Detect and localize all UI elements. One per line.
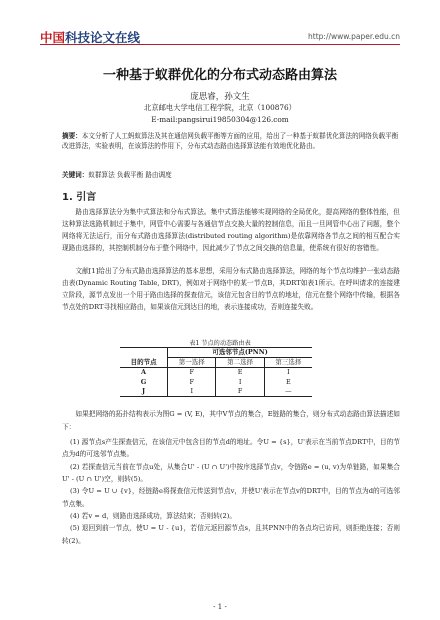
table-cell: I [216, 378, 264, 387]
page-number: - 1 - [213, 603, 227, 611]
table-cell: J [120, 387, 168, 397]
table-cell: F [168, 378, 216, 387]
table-cell: F [216, 387, 264, 397]
abstract [62, 131, 400, 152]
abstract-text: 本文分析了人工蚂蚁算法及其在通信网负载平衡等方面的应用，给出了一种基于蚁群优化算法的网络负载平衡改进算法，实验表明，在该算法的作用下，分布式动态路由选择算法能有效地优化路由。 [62, 132, 399, 151]
table-corner [120, 348, 168, 358]
keywords-label: 关键词： [62, 171, 89, 179]
table-header: 目的节点 [120, 358, 168, 368]
paragraph: 如果把网络的拓扑结构表示为图G = (V, E)，其中V节点的集合，E链路的集合，则分布式动态路由算法描述如下： [62, 410, 400, 432]
table-header: 第一选择 [168, 358, 216, 368]
logo-red-text: 中国 [40, 30, 66, 45]
keywords-text: 蚁群算法 负载平衡 路由调度 [88, 171, 172, 179]
logo-blue-text: 科技论文在线 [65, 30, 141, 45]
paper-email: E-mail:pangsirui19850304@126.com [151, 115, 289, 124]
table-cell: I [168, 387, 216, 397]
table-cell: I [264, 368, 312, 378]
paragraph: 路由选择算法分为集中式算法和分布式算法。集中式算法能够实现网络的全局优化，提高网络的整体性能，但这种算法选路机制过于集中，网管中心需要与各通信节点交换大量的控制信息，而且一旦网管中心出了问题，整个网络将无法运行，而分布式路由选择算法(distributed routing algorithm)是依靠网络各节点之间的相互配合实现路由选择的，其控制机制分布于整个网络中，因此减少了节点之间交换的信息量，使系统有很好的容错性。 [62, 208, 400, 252]
page-header [0, 0, 440, 46]
algorithm-step: (1) 源节点s产生探查信元，在该信元中包含目的节点d的地址。令U = {s}，U'表示在当前节点DRT中，目的节点为d的可选邻节点集。 [62, 438, 400, 459]
section-heading: 1. 引言 [62, 192, 97, 203]
algorithm-step: (2) 若探查信元当前在节点u处，从集合U' - (U ∩ U')中按序选择节点v，令链路e = (u, v)为单链路，如果集合U' - (U ∩ U')空，则转(5)。 [62, 462, 400, 484]
table-row [120, 387, 312, 397]
abstract-label: 摘要： [62, 132, 82, 140]
paper-authors: 庞思睿，孙文生 [190, 92, 250, 102]
table-header: 第二选择 [216, 358, 264, 368]
table-group-header: 可选邻节点(PNN) [168, 348, 312, 358]
paper-title: 一种基于蚁群优化的分布式动态路由算法 [102, 68, 337, 83]
paper-affiliation: 北京邮电大学电信工程学院，北京（100876） [144, 103, 296, 112]
algorithm-step: (3) 令U = U ∪ {v}，经链路e将探查信元传送到节点v，并使U'表示在节点v的DRT中，目的节点为d的可选邻节点集。 [62, 487, 400, 508]
header-url: http://www.paper.edu.cn [308, 32, 400, 41]
table-cell: E [216, 368, 264, 378]
table-header: 第三选择 [264, 358, 312, 368]
paragraph: 文献[1]给出了分布式路由选择算法的基本思想，采用分布式路由选择算法，网络的每个节点均维护一张动态路由表(Dynamic Routing Table, DRT)，例如对于网络中的某一节点B，其DRT如表1所示。在呼叫请求的连接建立阶段，源节点发出一个用于路由选择的探查信元，该信元包含目的节点的地址，信元在整个网络中传输，根据各节点处的DRT寻找相应路由，如果该信元到达目的地，表示连接成功，否则连接失败。 [62, 267, 400, 311]
algorithm-steps [62, 436, 400, 547]
table-caption: 表1 节点的动态路由表 [189, 340, 251, 347]
table-cell: G [140, 377, 147, 386]
table-row [120, 378, 312, 387]
table-cell: E [264, 378, 312, 387]
header-divider [40, 44, 400, 45]
table-cell: — [264, 387, 312, 397]
keywords [62, 169, 400, 179]
table-cell: F [168, 368, 216, 378]
routing-table [120, 347, 312, 397]
algorithm-step: (4) 若v = d，则路由选择成功，算法结束；否则转(2)。 [70, 512, 237, 521]
table-row [120, 368, 312, 378]
table-cell: A [141, 368, 147, 377]
algorithm-step: (5) 退回到前一节点，使U = U - {u}，若信元返回源节点s，且其PNN中的各点均已访问，则拒绝连接；否则转(2)。 [62, 524, 400, 545]
